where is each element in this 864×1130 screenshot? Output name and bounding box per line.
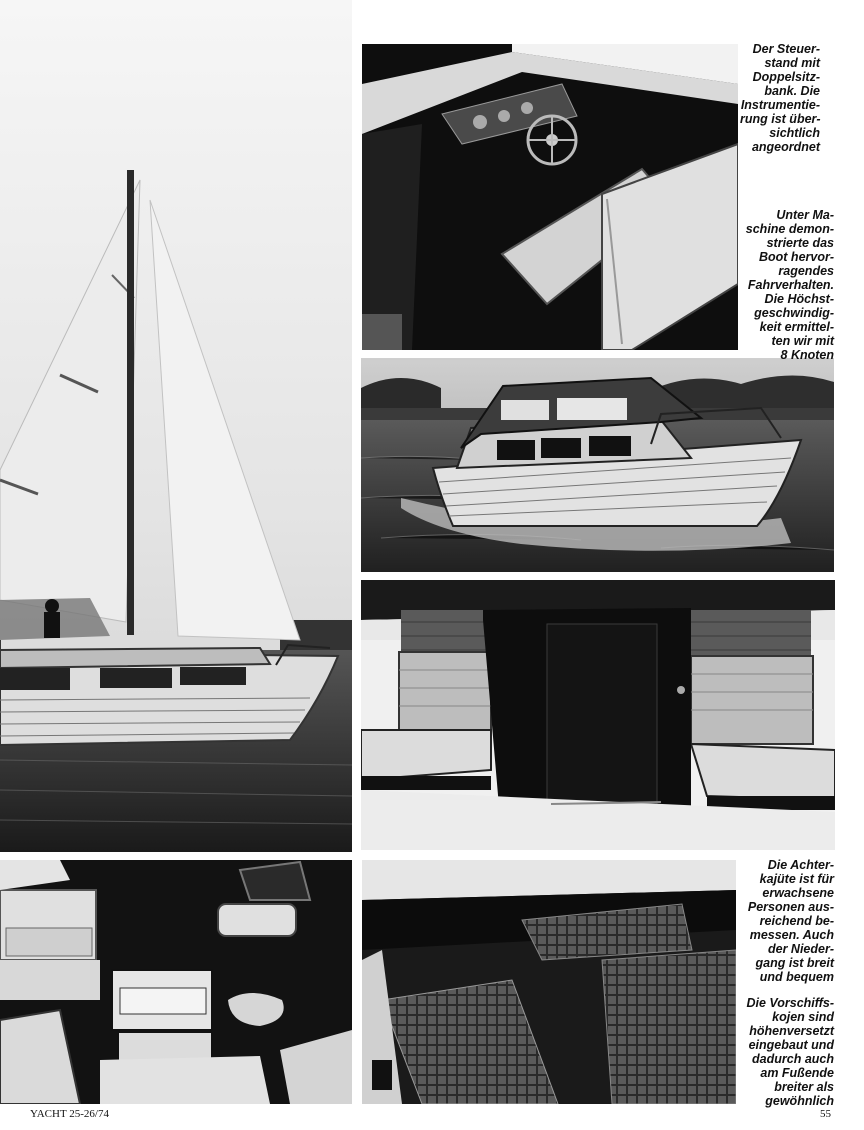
caption-engine [738, 208, 834, 362]
caption-line: ten wir mit [771, 334, 834, 348]
caption-line: messen. Auch [749, 928, 834, 942]
caption-line: Doppelsitz- [752, 70, 820, 84]
caption-line: Instrumentie- [740, 98, 820, 112]
caption-line: gewöhnlich [765, 1094, 834, 1108]
caption-line: Fahrverhalten. [747, 278, 834, 292]
caption-line: keit ermittel- [759, 320, 834, 334]
caption-line: bank. Die [764, 84, 820, 98]
caption-line: Die Vorschiffs- [746, 996, 834, 1010]
caption-line: erwachsene [762, 886, 834, 900]
caption-line: gang ist breit [755, 956, 834, 970]
caption-line: dadurch auch [752, 1052, 834, 1066]
caption-line: rung ist über- [740, 112, 821, 126]
caption-line: am Fußende [760, 1066, 834, 1080]
caption-forward-berths [738, 996, 834, 1108]
caption-cockpit [740, 42, 820, 154]
caption-line: Unter Ma- [776, 208, 834, 222]
magazine-footer: YACHT 25-26/74 [30, 1108, 109, 1120]
caption-line: kajüte ist für [759, 872, 834, 886]
caption-line: schine demon- [745, 222, 834, 236]
helm-photo [362, 44, 738, 350]
caption-line: 8 Knoten [780, 348, 834, 362]
sailboat-photo [0, 0, 352, 852]
caption-line: Die Achter- [767, 858, 834, 872]
caption-line: ragendes [778, 264, 834, 278]
caption-line: Personen aus- [747, 900, 834, 914]
caption-line: eingebaut und [748, 1038, 834, 1052]
caption-line: Der Steuer- [752, 42, 820, 56]
caption-line: sichtlich [769, 126, 820, 140]
boat-underway-photo [361, 358, 834, 572]
caption-line: geschwindig- [754, 306, 834, 320]
caption-line: der Nieder- [768, 942, 834, 956]
caption-line: strierte das [766, 236, 834, 250]
caption-line: reichend be- [759, 914, 834, 928]
caption-line: Die Höchst- [764, 292, 834, 306]
caption-line: und bequem [759, 970, 834, 984]
caption-line: angeordnet [751, 140, 820, 154]
caption-line: kojen sind [772, 1010, 834, 1024]
caption-line: breiter als [774, 1080, 834, 1094]
page-number: 55 [820, 1108, 831, 1120]
caption-line: Boot hervor- [759, 250, 834, 264]
caption-aft-cabin [738, 858, 834, 984]
caption-line: stand mit [764, 56, 820, 70]
forward-berths-photo [362, 860, 736, 1104]
galley-photo [0, 860, 352, 1104]
caption-line: höhenversetzt [749, 1024, 834, 1038]
aft-cabin-photo [361, 580, 835, 850]
